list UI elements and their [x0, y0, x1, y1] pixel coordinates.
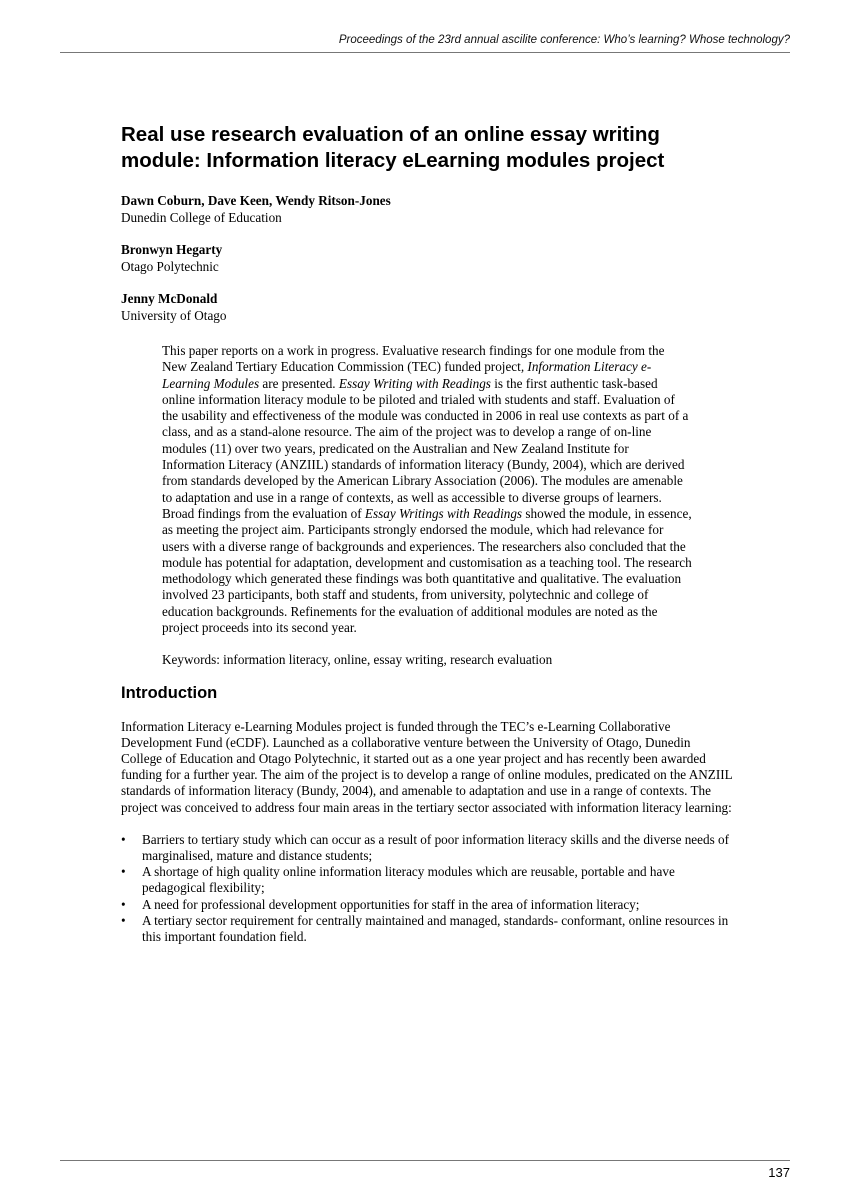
list-item-text: A shortage of high quality online information literacy modules which are reusable, portable and have pedagogical flexibility;	[142, 864, 675, 896]
paper-title: Real use research evaluation of an online essay writing module: Information literacy eLearning modules project	[121, 123, 665, 172]
footer-divider	[60, 1160, 790, 1161]
bullet-icon: •	[121, 831, 126, 847]
list-item-text: A tertiary sector requirement for centrally maintained and managed, standards- conformant, online resources in this important foundation field.	[142, 912, 729, 945]
abstract-segment: are presented.	[259, 375, 339, 391]
bullet-list	[121, 832, 733, 945]
abstract-segment: This paper reports on a work in progress. Evaluative research findings for one module from the New Zealand Tertiary Education Commission (TEC) funded project	[162, 343, 665, 375]
list-item-text: A need for professional development opportunities for staff in the area of information literacy;	[142, 896, 640, 912]
abstract-italic-project: Information Literacy e-Learning Modules	[162, 359, 652, 391]
bullet-icon: •	[121, 912, 126, 928]
abstract-segment: showed the module, in essence, as meeting the project aim. Participants strongly endorsed the module, which had relevance for users with a diverse range of backgrounds and experiences. The researchers also concluded that the module has potential for adaptation, development and customisation as a teaching tool. The research methodology which generated these findings was both quantitative and qualitative. The evaluation involved 23 participants, both staff and students, from university, polytechnic and college of education backgrounds. Refinements for the evaluation of additional modules are noted as the project proceeds into its second year.	[162, 505, 692, 636]
author-affiliation: Otago Polytechnic	[121, 258, 219, 274]
list-item	[121, 897, 733, 913]
author-block-3	[121, 291, 733, 324]
list-item	[121, 864, 733, 896]
author-names: Jenny McDonald	[121, 291, 218, 306]
page-content	[121, 122, 733, 945]
list-item-text: Barriers to tertiary study which can occur as a result of poor information literacy skills and the diverse needs of marginalised, mature and distance students;	[142, 831, 730, 864]
author-block-1	[121, 193, 733, 226]
abstract-separator: ,	[520, 359, 528, 375]
abstract-segment: is the first authentic task-based online information literacy module to be piloted and trialed with students and staff. Evaluation of the usability and effectiveness of the module was conducted in 2006 in real use contexts as part of a class, and as a stand-alone resource. The aim of the project was to develop a range of on-line modules (11) over two years, predicated on the Australian and New Zealand Institute for Information Literacy (ANZIIL) standards of information literacy (Bundy, 2004), which are derived from standards developed by the American Library Association (2006). The modules are amenable to adaptation and use in a range of contexts, as well as accessible to diverse groups of learners. Broad findings from the evaluation of	[162, 375, 689, 521]
keywords: Keywords: information literacy, online, essay writing, research evaluation	[162, 652, 553, 668]
author-names: Bronwyn Hegarty	[121, 242, 223, 257]
list-item	[121, 913, 733, 945]
abstract	[162, 343, 692, 669]
bullet-icon: •	[121, 896, 126, 912]
header-divider	[60, 52, 790, 53]
list-item	[121, 832, 733, 864]
introduction-paragraph: Information Literacy e-Learning Modules project is funded through the TEC’s e-Learning Collaborative Development Fund (eCDF). Launched as a collaborative venture between the University of Otago, Dunedin College of Education and Otago Polytechnic, it started out as a one year project and has recently been awarded funding for a further year. The aim of the project is to develop a range of online modules, predicated on the ANZIIL standards of information literacy (Bundy, 2004), and amenable to adaptation and use in a range of contexts. The project was conceived to address four main areas in the tertiary sector associated with information literacy learning:	[121, 718, 733, 815]
running-head: Proceedings of the 23rd annual ascilite conference: Who’s learning? Whose technology?	[338, 34, 790, 46]
section-heading-introduction: Introduction	[121, 683, 218, 702]
abstract-italic-module: Essay Writing with Readings	[338, 375, 491, 391]
abstract-text	[162, 343, 692, 636]
author-block-2	[121, 242, 733, 275]
author-names: Dawn Coburn, Dave Keen, Wendy Ritson-Jones	[121, 193, 391, 208]
author-affiliation: University of Otago	[121, 307, 227, 323]
page-number: 137	[768, 1165, 790, 1180]
author-affiliation: Dunedin College of Education	[121, 209, 282, 225]
bullet-icon: •	[121, 864, 126, 880]
abstract-italic-module-2: Essay Writings with Readings	[364, 505, 523, 521]
